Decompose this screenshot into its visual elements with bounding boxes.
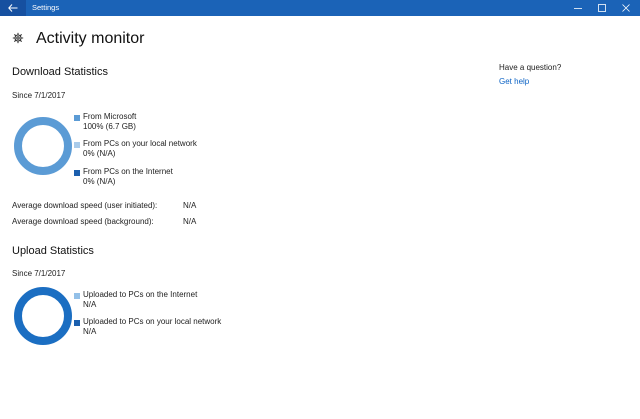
back-button[interactable] xyxy=(0,0,26,16)
legend-value: N/A xyxy=(83,300,97,309)
minimize-button[interactable] xyxy=(566,0,590,16)
window-title: Settings xyxy=(32,3,60,12)
legend-swatch xyxy=(74,320,80,326)
legend-value: 100% (6.7 GB) xyxy=(83,122,136,131)
download-donut-chart xyxy=(13,116,73,176)
upload-section-title: Upload Statistics xyxy=(12,245,94,257)
maximize-icon xyxy=(598,4,606,12)
avg-speed-user-label: Average download speed (user initiated): xyxy=(12,201,158,210)
legend-label: From PCs on your local network xyxy=(83,139,197,148)
legend-label: From PCs on the Internet xyxy=(83,167,173,176)
legend-label: Uploaded to PCs on the Internet xyxy=(83,290,198,299)
back-arrow-icon xyxy=(8,4,18,12)
get-help-link[interactable]: Get help xyxy=(499,77,530,86)
minimize-icon xyxy=(574,4,582,12)
download-section-title: Download Statistics xyxy=(12,66,108,78)
gear-icon xyxy=(12,32,24,44)
avg-speed-background-value: N/A xyxy=(183,217,197,226)
legend-swatch xyxy=(74,293,80,299)
page-title: Activity monitor xyxy=(36,30,145,47)
legend-label: From Microsoft xyxy=(83,112,137,121)
help-question: Have a question? xyxy=(499,63,562,72)
avg-speed-background-label: Average download speed (background): xyxy=(12,217,154,226)
legend-value: N/A xyxy=(83,327,97,336)
legend-value: 0% (N/A) xyxy=(83,149,116,158)
legend-label: Uploaded to PCs on your local network xyxy=(83,317,222,326)
upload-donut-ring xyxy=(18,291,68,341)
maximize-button[interactable] xyxy=(590,0,614,16)
download-donut-slice-from-microsoft xyxy=(18,121,68,171)
avg-speed-user-value: N/A xyxy=(183,201,197,210)
title-bar xyxy=(0,0,640,16)
upload-donut-chart xyxy=(13,286,73,346)
legend-swatch xyxy=(74,142,80,148)
legend-swatch xyxy=(74,115,80,121)
download-since: Since 7/1/2017 xyxy=(12,91,66,100)
legend-swatch xyxy=(74,170,80,176)
close-icon xyxy=(622,4,630,12)
close-button[interactable] xyxy=(614,0,638,16)
legend-value: 0% (N/A) xyxy=(83,177,116,186)
upload-since: Since 7/1/2017 xyxy=(12,269,66,278)
